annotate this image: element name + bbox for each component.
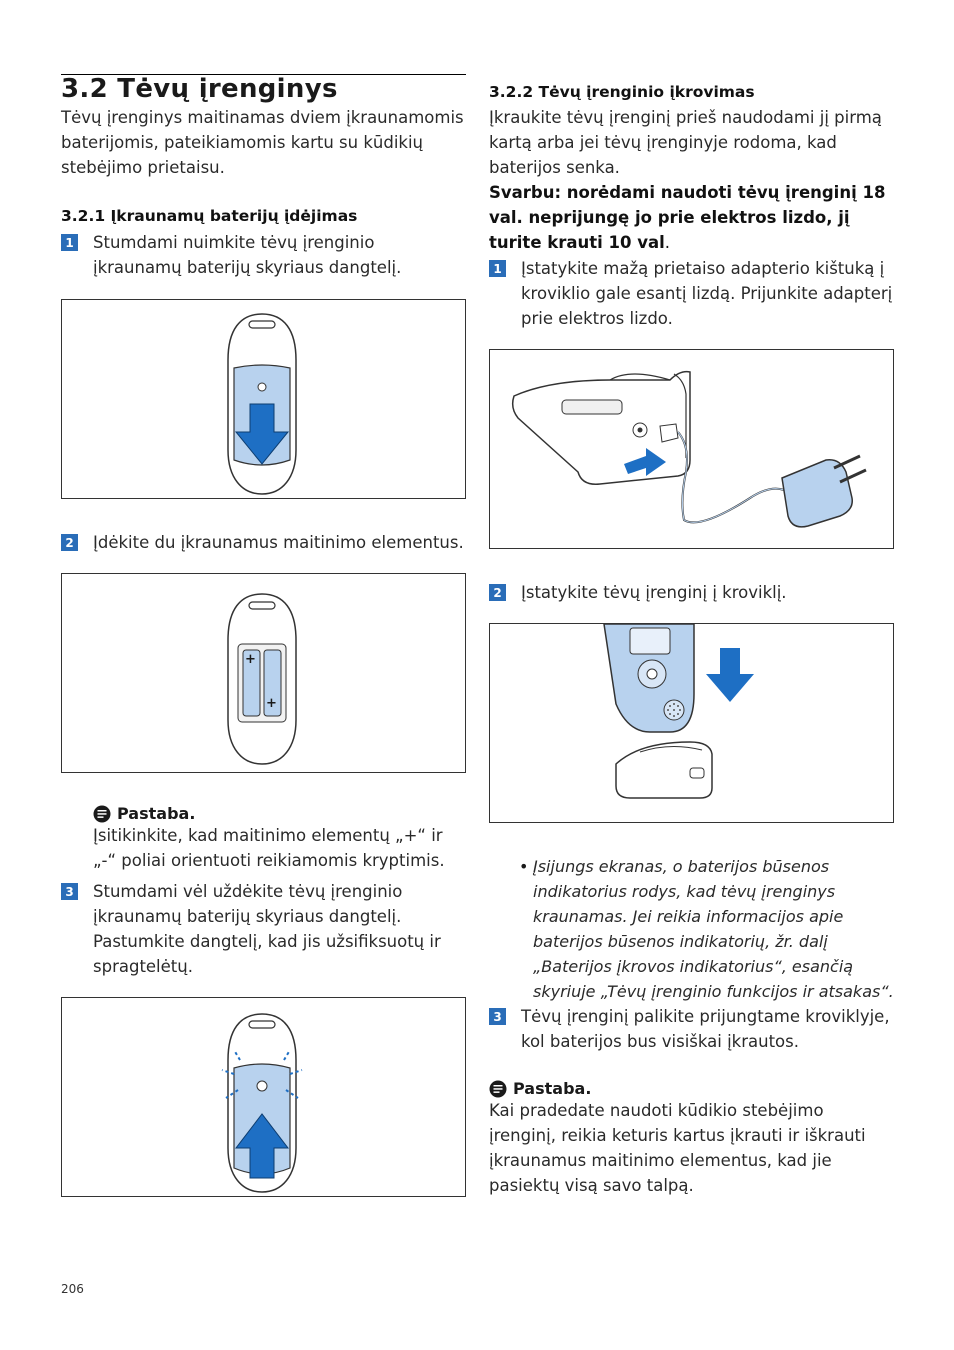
bullet-text: Įsijungs ekranas, o baterijos būsenos indikatorius rodys, kad tėvų įrenginys kraunamas. Jei reikia informacijos apie baterijos būsenos indikatorių, žr. dalį „Baterijos įkrovos indikatorius“, esančią skyriuje „Tėvų įrenginio funkcijos ir atsakas“.	[533, 857, 894, 1001]
note-text: Įsitikinkite, kad maitinimo elementų „+“ ir „-“ poliai orientuoti reikiamomis kryptimis.	[93, 826, 445, 870]
note-title: Pastaba.	[117, 804, 196, 823]
step-number: 2	[61, 534, 78, 551]
step-number: 3	[61, 883, 78, 900]
important-notice	[489, 180, 894, 255]
step-1-connect-adapter	[489, 256, 894, 331]
bullet-display-on	[489, 854, 894, 1004]
charger-and-adapter-illustration	[490, 350, 893, 548]
note-icon	[93, 805, 111, 823]
bullet-mark: •	[519, 857, 529, 876]
remote-slide-off-illustration	[62, 300, 465, 498]
important-end: .	[664, 233, 671, 252]
step-text: Įdėkite du įkraunamus maitinimo elementus.	[93, 533, 464, 552]
step-number: 1	[489, 260, 506, 277]
step-1-remove-cover	[61, 230, 466, 280]
parent-unit-into-charger-illustration	[490, 624, 893, 822]
battery-compartment-illustration	[62, 574, 465, 772]
important-text: Svarbu: norėdami naudoti tėvų įrenginį 18 val. neprijungę jo prie elektros lizdo, jį turite krauti 10 val	[489, 183, 886, 252]
step-3-leave-charging	[489, 1004, 894, 1054]
step-text: Stumdami nuimkite tėvų įrenginio įkraunamų baterijų skyriaus dangtelį.	[93, 233, 402, 277]
page-number: 206	[61, 1282, 84, 1296]
charging-intro: Įkraukite tėvų įrenginį prieš naudodami jį pirmą kartą arba jei tėvų įrenginyje rodoma, kad baterijos senka.	[489, 108, 882, 177]
intro-text: Tėvų įrenginys maitinamas dviem įkraunamomis baterijomis, pateikiamomis kartu su kūdikių stebėjimo prietaisu.	[61, 108, 464, 177]
step-number: 1	[61, 234, 78, 251]
step-text: Įstatykite mažą prietaiso adapterio kištuką į kroviklio gale esantį lizdą. Prijunkite adapterį prie elektros lizdo.	[521, 259, 893, 328]
step-text: Įstatykite tėvų įrenginį į kroviklį.	[521, 583, 787, 602]
step-3-replace-cover	[61, 879, 466, 979]
step-2-insert-batteries	[61, 530, 466, 555]
step-2-place-in-charger	[489, 580, 894, 605]
step-text: Stumdami vėl uždėkite tėvų įrenginio įkraunamų baterijų skyriaus dangtelį. Pastumkite dangtelį, kad jis užsifiksuotų ir spragtelėtų.	[93, 882, 441, 976]
figure-remove-cover	[61, 299, 466, 499]
battery-plus-top: +	[245, 652, 256, 667]
remote-slide-on-illustration	[62, 998, 465, 1196]
note-title: Pastaba.	[513, 1079, 592, 1098]
step-number: 2	[489, 584, 506, 601]
step-text: Tėvų įrenginį palikite prijungtame kroviklyje, kol baterijos bus visiškai įkrautos.	[521, 1007, 890, 1051]
note-text: Kai pradedate naudoti kūdikio stebėjimo įrenginį, reikia keturis kartus įkrauti ir iškrauti įkraunamus maitinimo elementus, kad jie pasiektų visą savo talpą.	[489, 1101, 866, 1195]
subsection-heading-insert: 3.2.1 Įkraunamų baterijų įdėjimas	[61, 207, 358, 225]
note-icon	[489, 1080, 507, 1098]
figure-insert-batteries	[61, 573, 466, 773]
figure-place-in-charger	[489, 623, 894, 823]
page-title: 3.2 Tėvų įrenginys	[61, 74, 338, 104]
figure-replace-cover	[61, 997, 466, 1197]
battery-plus-bottom: +	[266, 696, 277, 711]
note-polarity	[93, 804, 466, 873]
step-number: 3	[489, 1008, 506, 1025]
figure-charger-adapter	[489, 349, 894, 549]
note-charge-cycles	[489, 1079, 894, 1198]
subsection-heading-charging: 3.2.2 Tėvų įrenginio įkrovimas	[489, 83, 755, 101]
